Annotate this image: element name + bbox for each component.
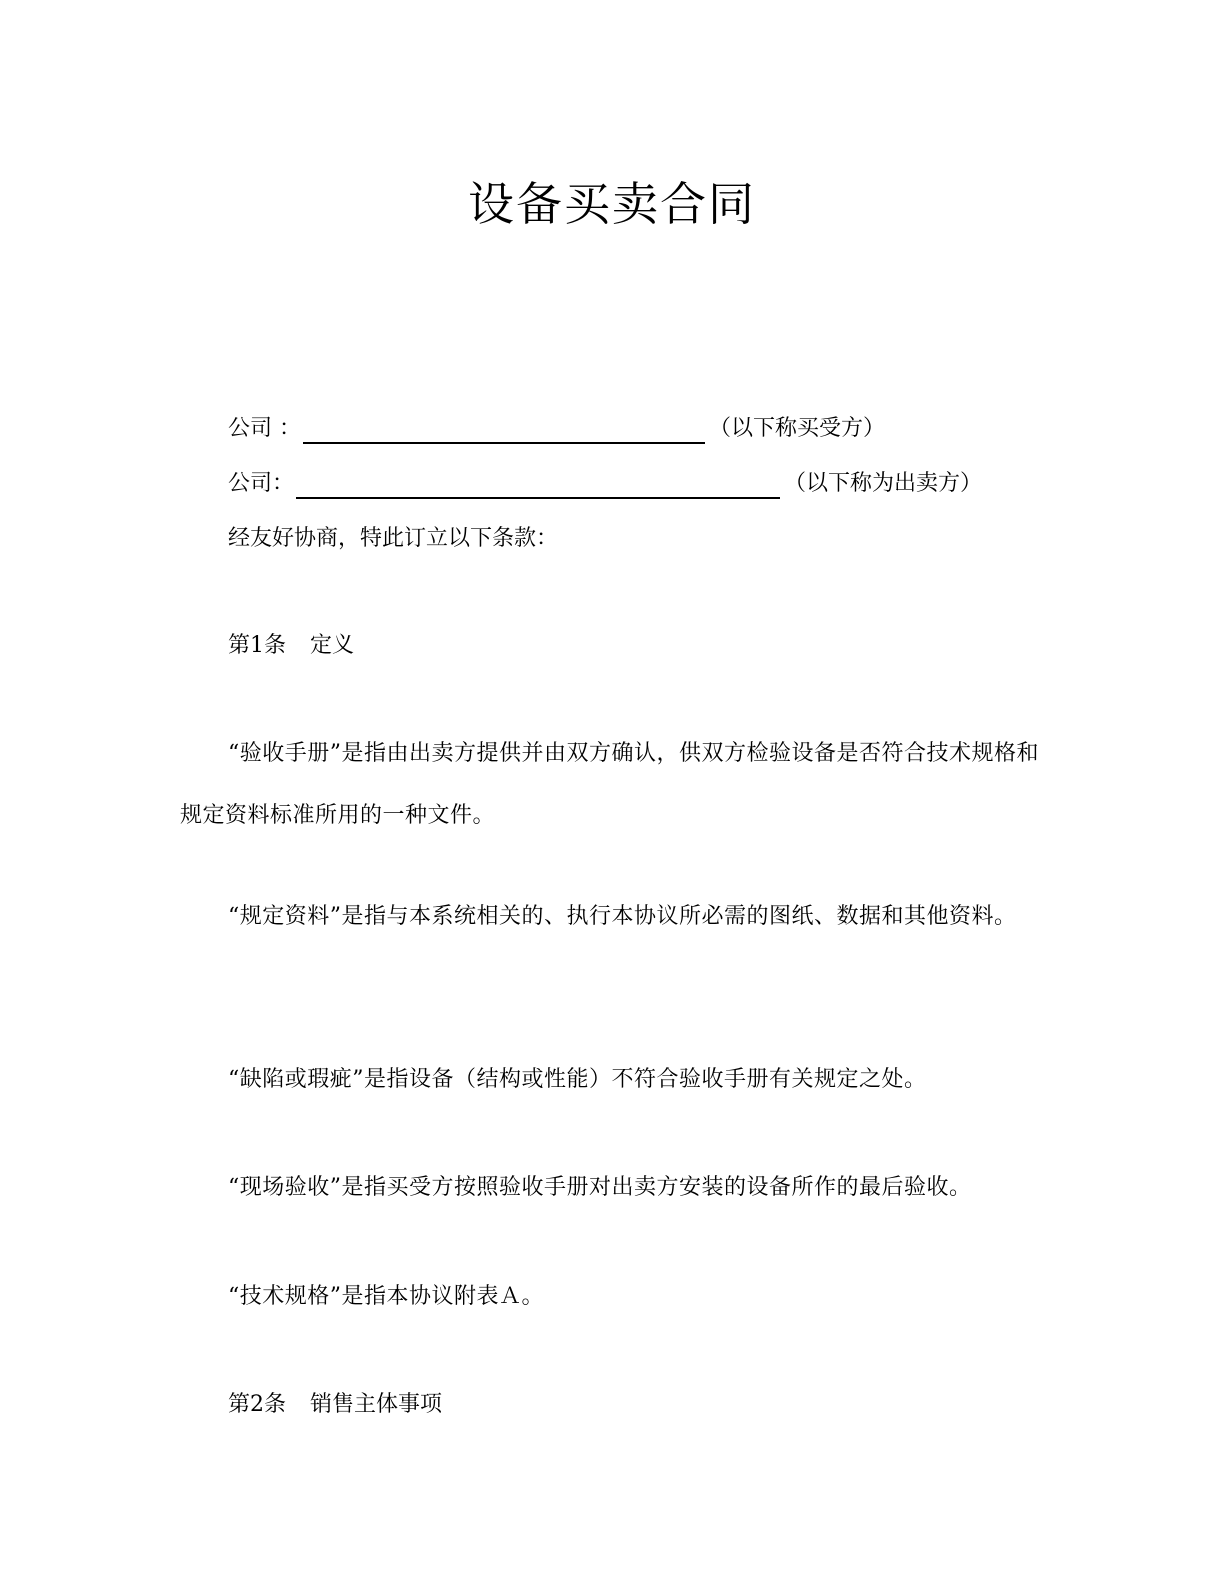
buyer-company-label: 公司 ： [228,416,301,441]
article-2-heading [228,1390,442,1420]
article-1-number: 第1条 [228,633,286,658]
article-1-title: 定义 [310,633,355,658]
definition-paragraph: “验收手册”是指由出卖方提供并由双方确认，供双方检验设备是否符合技术规格和规定资料标准所用的一种文件。 [180,741,1039,828]
seller-company-label: 公司： [228,471,295,496]
definition-paragraph: “缺陷或瑕疵”是指设备（结构或性能）不符合验收手册有关规定之处。 [228,1067,927,1092]
article-2-number: 第2条 [228,1392,286,1417]
seller-suffix: （以下称为出卖方） [784,471,983,496]
seller-name-blank [296,473,780,499]
buyer-suffix: （以下称买受方） [709,416,886,441]
buyer-party-line [228,414,885,444]
document-title: 设备买卖合同 [468,176,756,231]
article-2-title: 销售主体事项 [310,1392,443,1417]
buyer-name-blank [303,418,705,444]
seller-party-line [228,469,982,499]
definition-paragraph: “现场验收”是指买受方按照验收手册对出卖方安装的设备所作的最后验收。 [228,1175,972,1200]
article-1-heading [228,631,354,661]
definition-paragraph: “规定资料”是指与本系统相关的、执行本协议所必需的图纸、数据和其他资料。 [228,904,1017,929]
intro-text: 经友好协商，特此订立以下条款： [228,526,559,551]
definition-paragraph: “技术规格”是指本协议附表Ａ。 [228,1284,544,1309]
